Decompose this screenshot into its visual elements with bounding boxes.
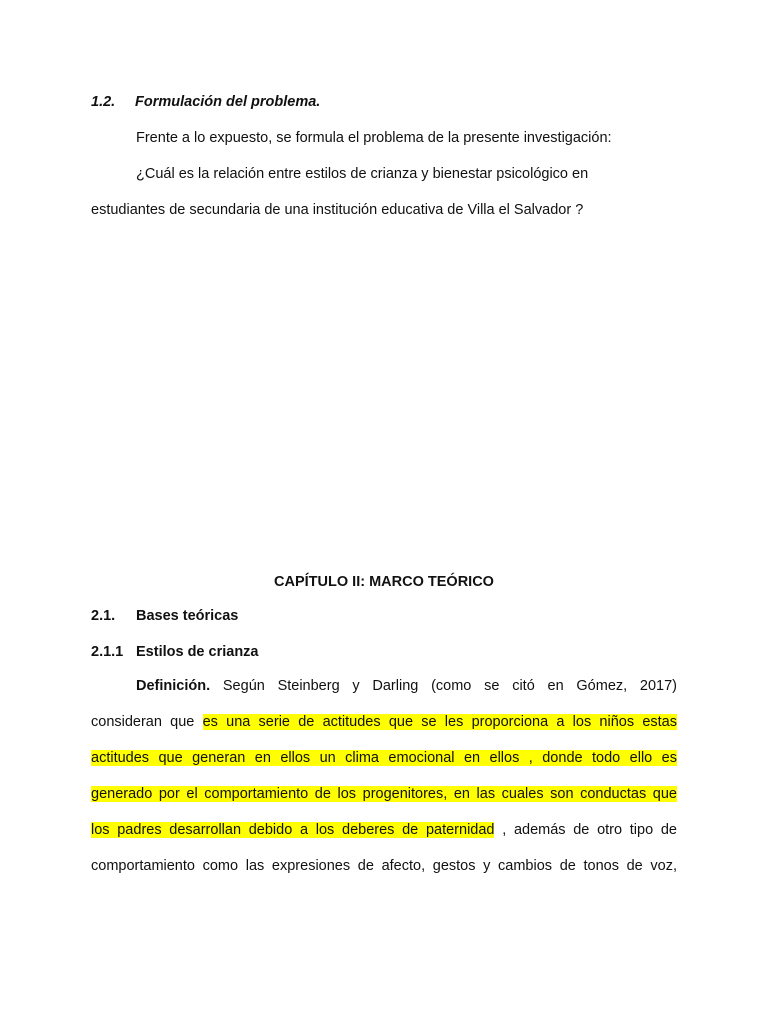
- highlighted-text: es una serie de actitudes que se les proporciona a los niños estas: [202, 714, 677, 730]
- paragraph-intro: Frente a lo expuesto, se formula el problema de la presente investigación:: [136, 130, 612, 146]
- definition-text: comportamiento como las expresiones de afecto, gestos y cambios de tonos de voz,: [91, 858, 677, 874]
- definition-text: , además de otro tipo de: [502, 822, 677, 838]
- definition-line-3: [91, 748, 677, 768]
- section-title: Formulación del problema.: [135, 94, 321, 110]
- section-title: Bases teóricas: [136, 608, 239, 624]
- section-title: Estilos de crianza: [136, 644, 259, 660]
- definition-text: Según Steinberg y Darling (como se citó en Gómez, 2017): [222, 678, 677, 694]
- question-line-1: ¿Cuál es la relación entre estilos de crianza y bienestar psicológico en: [136, 166, 589, 182]
- definition-line-6: [91, 856, 677, 876]
- highlighted-text: los padres desarrollan debido a los deberes de paternidad: [91, 822, 495, 838]
- highlighted-text: actitudes que generan en ellos un clima emocional en ellos , donde todo ello es: [91, 750, 677, 766]
- highlighted-text: generado por el comportamiento de los progenitores, en las cuales son conductas que: [91, 786, 677, 802]
- definition-line-5: [91, 820, 677, 840]
- section-number: 1.2.: [91, 94, 116, 110]
- question-line-2: estudiantes de secundaria de una institución educativa de Villa el Salvador ?: [91, 202, 584, 218]
- definition-line-4: [91, 784, 677, 804]
- section-number: 2.1.: [91, 608, 116, 624]
- chapter-title: CAPÍTULO II: MARCO TEÓRICO: [274, 574, 494, 590]
- section-heading-2-1-1: [91, 642, 259, 662]
- definition-text: consideran que: [91, 714, 195, 730]
- definition-line-2: [91, 712, 677, 732]
- section-heading-2-1: [91, 606, 238, 626]
- section-heading-1-2: [91, 92, 320, 112]
- section-number: 2.1.1: [91, 644, 124, 660]
- definition-label: Definición.: [136, 678, 211, 694]
- definition-line-1: [136, 676, 677, 696]
